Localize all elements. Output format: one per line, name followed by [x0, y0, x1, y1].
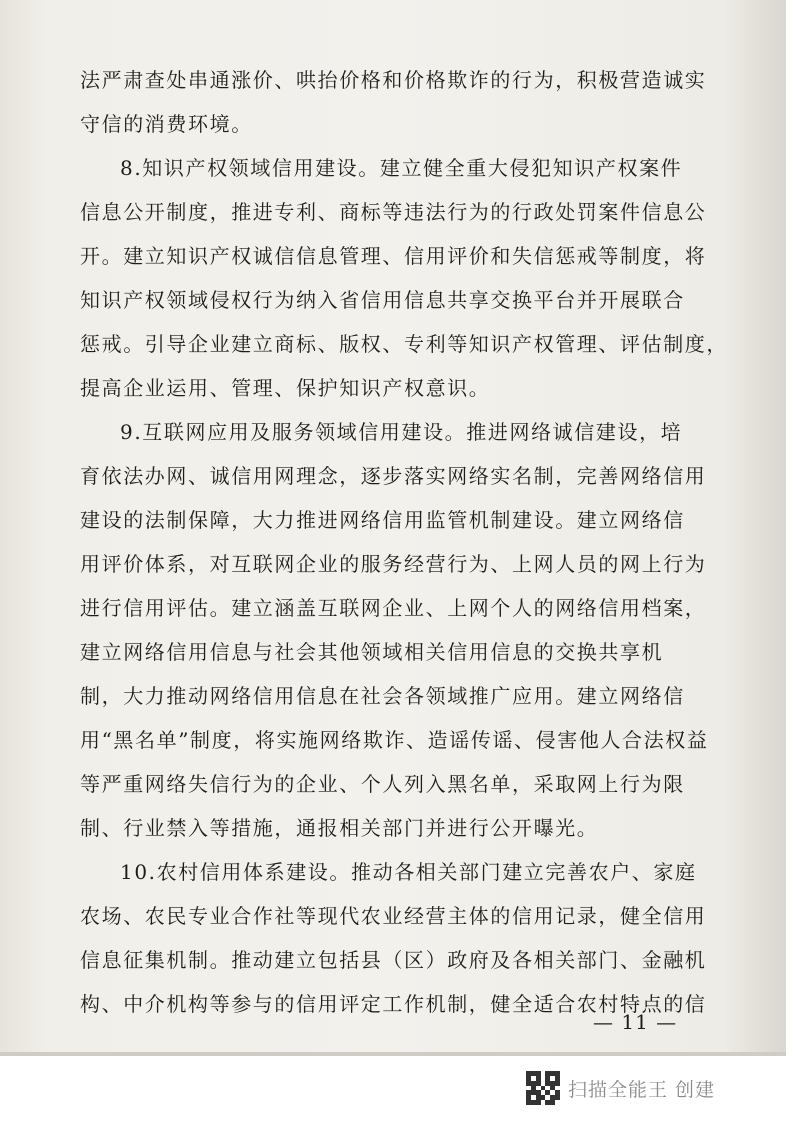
text-line: 法严肃查处串通涨价、哄抬价格和价格欺诈的行为，积极营造诚实 — [80, 68, 707, 92]
text-line: 农场、农民专业合作社等现代农业经营主体的信用记录，健全信用 — [80, 904, 707, 928]
qr-module — [555, 1100, 560, 1105]
page-number: — 11 — — [593, 1010, 678, 1034]
text-line: 制，大力推动网络信用信息在社会各领域推广应用。建立网络信 — [80, 684, 685, 708]
text-line: 信息公开制度，推进专利、商标等违法行为的行政处罚案件信息公 — [80, 200, 707, 224]
text-line: 制、行业禁入等措施，通报相关部门并进行公开曝光。 — [80, 816, 599, 840]
text-line: 构、中介机构等参与的信用评定工作机制，健全适合农村特点的信 — [80, 992, 707, 1016]
text-line: 进行信用评估。建立涵盖互联网企业、上网个人的网络信用档案， — [80, 596, 707, 620]
watermark-text: 扫描全能王 创建 — [568, 1078, 716, 1101]
text-line: 育依法办网、诚信用网理念，逐步落实网络实名制，完善网络信用 — [80, 464, 707, 488]
scan-bottom-edge — [0, 1052, 786, 1056]
text-line: 信息征集机制。推动建立包括县（区）政府及各相关部门、金融机 — [80, 948, 707, 972]
text-line: 用评价体系，对互联网企业的服务经营行为、上网人员的网上行为 — [80, 552, 707, 576]
qr-code-icon — [526, 1071, 560, 1105]
section-9-heading-line: 9.互联网应用及服务领域信用建设。推进网络诚信建设，培 — [120, 420, 683, 444]
text-line: 知识产权领域侵权行为纳入省信用信息共享交换平台并开展联合 — [80, 288, 685, 312]
section-8-heading-line: 8.知识产权领域信用建设。建立健全重大侵犯知识产权案件 — [120, 156, 683, 180]
text-line: 建设的法制保障，大力推进网络信用监管机制建设。建立网络信 — [80, 508, 685, 532]
text-line: 开。建立知识产权诚信信息管理、信用评价和失信惩戒等制度，将 — [80, 244, 707, 268]
text-line: 提高企业运用、管理、保护知识产权意识。 — [80, 376, 491, 400]
text-line: 用“黑名单”制度，将实施网络欺诈、造谣传谣、侵害他人合法权益 — [80, 728, 709, 752]
text-line: 建立网络信用信息与社会其他领域相关信用信息的交换共享机 — [80, 640, 664, 664]
text-line: 守信的消费环境。 — [80, 112, 253, 136]
text-line: 等严重网络失信行为的企业、个人列入黑名单，采取网上行为限 — [80, 772, 685, 796]
section-10-heading-line: 10.农村信用体系建设。推动各相关部门建立完善农户、家庭 — [120, 860, 697, 884]
document-body — [80, 58, 728, 1026]
text-line: 惩戒。引导企业建立商标、版权、专利等知识产权管理、评估制度， — [80, 332, 728, 356]
scanner-watermark — [526, 1068, 715, 1108]
